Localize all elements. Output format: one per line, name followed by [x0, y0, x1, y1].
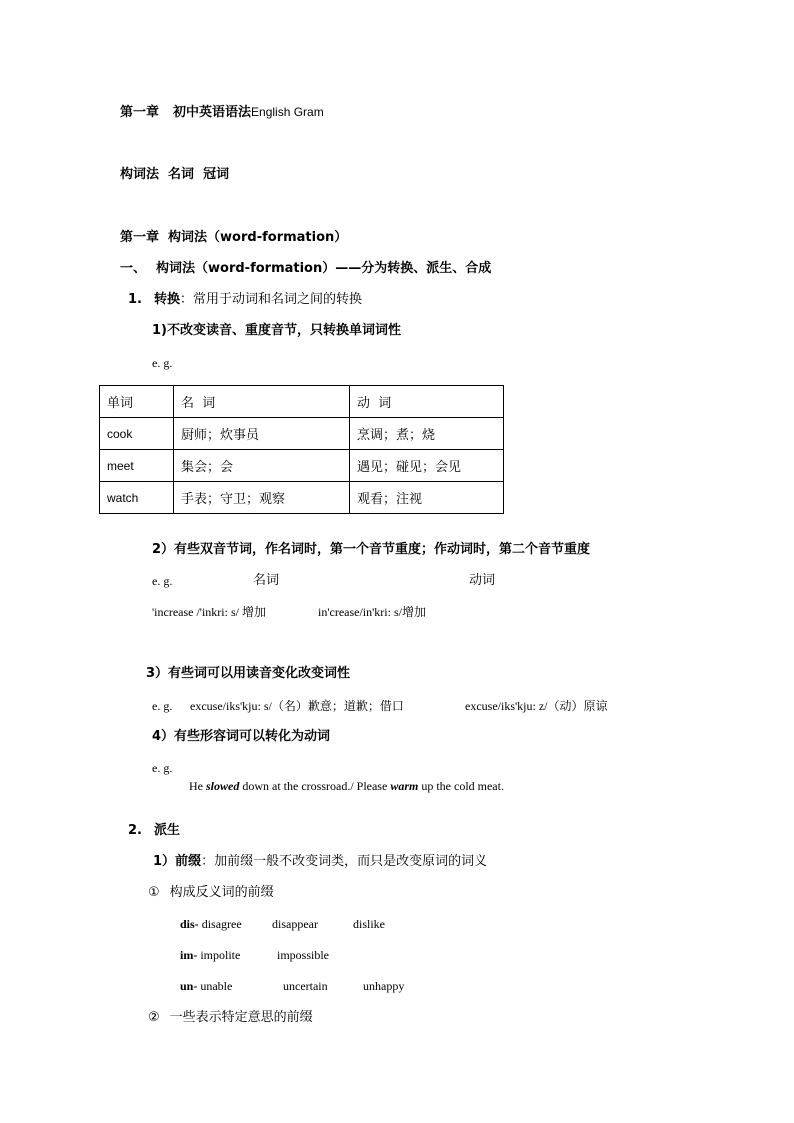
item2-label: 派生 [153, 823, 180, 838]
item1-heading [128, 291, 362, 309]
table-cell-verb: 烹调；煮；烧 [350, 418, 504, 450]
table-cell-word: watch [100, 482, 174, 514]
table-header-word: 单词 [100, 386, 174, 418]
table-row [100, 418, 504, 450]
section-text: 构词法（word-formation）——分为转换、派生、合成 [156, 261, 492, 276]
item1-sub1: 1)不改变读音、重度音节，只转换单词词性 [152, 323, 401, 338]
item2-sub1-label: 前缀 [175, 854, 202, 869]
sub4-example-sentence [189, 759, 504, 795]
prefix-label: dis- [180, 917, 199, 931]
prefix-word: uncertain [283, 979, 328, 993]
item1-desc: ：常用于动词和名词之间的转换 [180, 292, 363, 307]
table-cell-word: meet [100, 450, 174, 482]
table-cell-noun: 手表；守卫；观察 [174, 482, 350, 514]
sub2-example-noun: 'increase /'inkri: s/ 增加 [152, 605, 266, 619]
sub2-eg: e. g. [152, 574, 173, 588]
item1-eg: e. g. [152, 356, 173, 370]
sub2-verb-label: 动词 [469, 573, 496, 588]
antonym-prefix-heading [148, 884, 274, 902]
sub4-title: 4）有些形容词可以转化为动词 [152, 729, 331, 744]
chapter-heading: 第一章 构词法（word-formation） [120, 230, 348, 245]
sub3-example-verb: excuse/iks'kju: z/（动）原谅 [465, 699, 608, 713]
table-cell-word: cook [100, 418, 174, 450]
circled-number: ② [148, 1010, 160, 1025]
prefix-row-dis [180, 915, 242, 933]
vocab-table [99, 385, 504, 514]
emphasis-word: slowed [206, 779, 240, 793]
prefix-row-im [180, 946, 240, 964]
prefix-label: im- [180, 948, 198, 962]
prefix-word: disappear [272, 917, 318, 931]
sentence-part: He [189, 779, 206, 793]
prefix-word: dislike [353, 917, 385, 931]
table-cell-noun: 集会；会 [174, 450, 350, 482]
sentence-part: down at the crossroad./ Please [239, 779, 391, 793]
section-number: 一、 [120, 261, 147, 276]
table-header-verb: 动 词 [350, 386, 504, 418]
table-cell-noun: 厨师；炊事员 [174, 418, 350, 450]
table-row [100, 482, 504, 514]
chapter-label: 第一章 [120, 105, 160, 120]
item2-number: 2. [128, 823, 142, 838]
section-heading [120, 260, 491, 278]
sub3-example-noun: excuse/iks'kju: s/（名）歉意；道歉；借口 [190, 699, 404, 713]
table-header-row [100, 386, 504, 418]
table-cell-verb: 观看；注视 [350, 482, 504, 514]
prefix-row-un [180, 977, 232, 995]
specific-prefix-heading [148, 1009, 313, 1027]
prefix-word: impolite [200, 948, 241, 962]
prefix-word: impossible [277, 948, 330, 962]
title-en: English Gram [251, 105, 324, 119]
prefix-word: unhappy [363, 979, 405, 993]
emphasis-word: warm [390, 779, 419, 793]
table-cell-verb: 遇见；碰见；会见 [350, 450, 504, 482]
sub2-title: 2）有些双音节词，作名词时，第一个音节重度；作动词时，第二个音节重度 [152, 542, 591, 557]
sub2-noun-label: 名词 [253, 573, 280, 588]
item2-sub1-number: 1） [153, 854, 176, 869]
item2-heading [128, 822, 180, 840]
specific-prefix-text: 一些表示特定意思的前缀 [169, 1010, 313, 1025]
sub3-eg: e. g. [152, 699, 173, 713]
antonym-prefix-text: 构成反义词的前缀 [169, 885, 274, 900]
subtitle: 构词法 名词 冠词 [120, 167, 230, 182]
document-title [120, 103, 324, 122]
title-cn: 初中英语语法 [173, 105, 252, 120]
sub2-example-verb: in'crease/in'kri: s/增加 [318, 605, 426, 619]
sentence-part: up the cold meat. [418, 779, 504, 793]
item1-number: 1. [128, 292, 142, 307]
table-header-noun: 名 词 [174, 386, 350, 418]
item2-sub1 [153, 853, 487, 871]
sub4-eg: e. g. [152, 761, 173, 775]
prefix-label: un- [180, 979, 198, 993]
item2-sub1-desc: ：加前缀一般不改变词类，而只是改变原词的词义 [201, 854, 488, 869]
prefix-word: unable [200, 979, 233, 993]
sub3-title: 3）有些词可以用读音变化改变词性 [146, 666, 351, 681]
table-row [100, 450, 504, 482]
circled-number: ① [148, 885, 160, 900]
prefix-word: disagree [201, 917, 242, 931]
item1-label: 转换 [153, 292, 180, 307]
